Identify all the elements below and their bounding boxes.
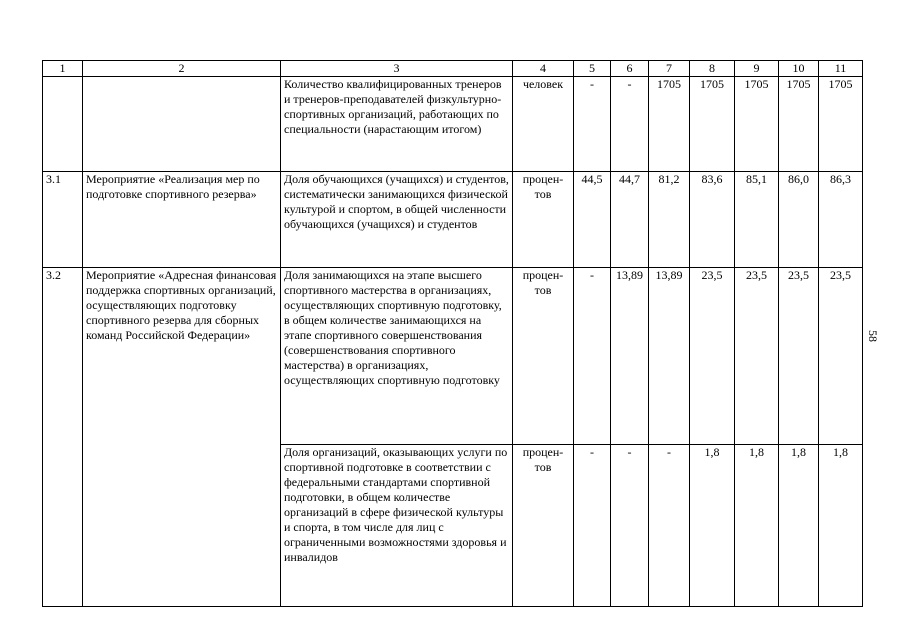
header-row	[43, 61, 863, 77]
column-number-10: 10	[779, 61, 819, 77]
table-row	[43, 268, 863, 445]
column-number-3: 3	[281, 61, 513, 77]
value-cell: 23,5	[819, 268, 863, 445]
indicators-table	[42, 60, 863, 607]
column-number-8: 8	[690, 61, 735, 77]
unit-cell: человек	[513, 77, 574, 172]
value-cell: 13,89	[649, 268, 690, 445]
value-cell: 1,8	[735, 445, 779, 607]
measure-cell: Мероприятие «Реализация мер по подготовке спортивного резерва»	[83, 172, 281, 268]
value-cell: -	[649, 445, 690, 607]
value-cell: 1705	[690, 77, 735, 172]
value-cell: 83,6	[690, 172, 735, 268]
column-number-5: 5	[574, 61, 611, 77]
value-cell: 44,5	[574, 172, 611, 268]
value-cell: 86,0	[779, 172, 819, 268]
value-cell: -	[611, 445, 649, 607]
value-cell: 1,8	[690, 445, 735, 607]
indicator-cell: Количество квалифицированных тренеров и тренеров-преподавателей физкультурно-спортивных организаций, работающих по специальности (нарастающим итогом)	[281, 77, 513, 172]
value-cell: 23,5	[735, 268, 779, 445]
column-number-11: 11	[819, 61, 863, 77]
value-cell: 1,8	[779, 445, 819, 607]
indicator-cell: Доля обучающихся (учащихся) и студентов, систематически занимающихся физической культурой и спортом, в общей численности обучающихся (учащихся) и студентов	[281, 172, 513, 268]
value-cell: 44,7	[611, 172, 649, 268]
unit-cell: процен-тов	[513, 172, 574, 268]
value-cell: -	[574, 268, 611, 445]
column-number-2: 2	[83, 61, 281, 77]
indicator-cell: Доля организаций, оказывающих услуги по спортивной подготовке в соответствии с федеральными стандартами спортивной подготовки, в общем количестве организаций в сфере физической культуры и спорта, в том числе для лиц с ограниченными возможностями здоровья и инвалидов	[281, 445, 513, 607]
value-cell: -	[611, 77, 649, 172]
value-cell: -	[574, 445, 611, 607]
page-number: 58	[866, 330, 880, 342]
value-cell: 1705	[819, 77, 863, 172]
column-number-9: 9	[735, 61, 779, 77]
column-number-7: 7	[649, 61, 690, 77]
value-cell: 1,8	[819, 445, 863, 607]
value-cell: 23,5	[779, 268, 819, 445]
column-number-6: 6	[611, 61, 649, 77]
table-row	[43, 77, 863, 172]
value-cell: -	[574, 77, 611, 172]
value-cell: 13,89	[611, 268, 649, 445]
value-cell: 1705	[779, 77, 819, 172]
measure-cell	[83, 77, 281, 172]
unit-cell: процен-тов	[513, 445, 574, 607]
value-cell: 1705	[735, 77, 779, 172]
unit-cell: процен-тов	[513, 268, 574, 445]
row-number: 3.2	[43, 268, 83, 607]
row-number	[43, 77, 83, 172]
row-number: 3.1	[43, 172, 83, 268]
column-number-4: 4	[513, 61, 574, 77]
value-cell: 81,2	[649, 172, 690, 268]
value-cell: 1705	[649, 77, 690, 172]
table-row	[43, 172, 863, 268]
indicator-cell: Доля занимающихся на этапе высшего спортивного мастерства в организациях, осуществляющих спортивную подготовку, в общем количестве занимающихся на этапе спортивного совершенствования (совершенствования спортивного мастерства) в организациях, осуществляющих спортивную подготовку	[281, 268, 513, 445]
measure-cell: Мероприятие «Адресная финансовая поддержка спортивных организаций, осуществляющих подготовку спортивного резерва для сборных команд Российской Федерации»	[83, 268, 281, 607]
value-cell: 23,5	[690, 268, 735, 445]
value-cell: 86,3	[819, 172, 863, 268]
value-cell: 85,1	[735, 172, 779, 268]
column-number-1: 1	[43, 61, 83, 77]
